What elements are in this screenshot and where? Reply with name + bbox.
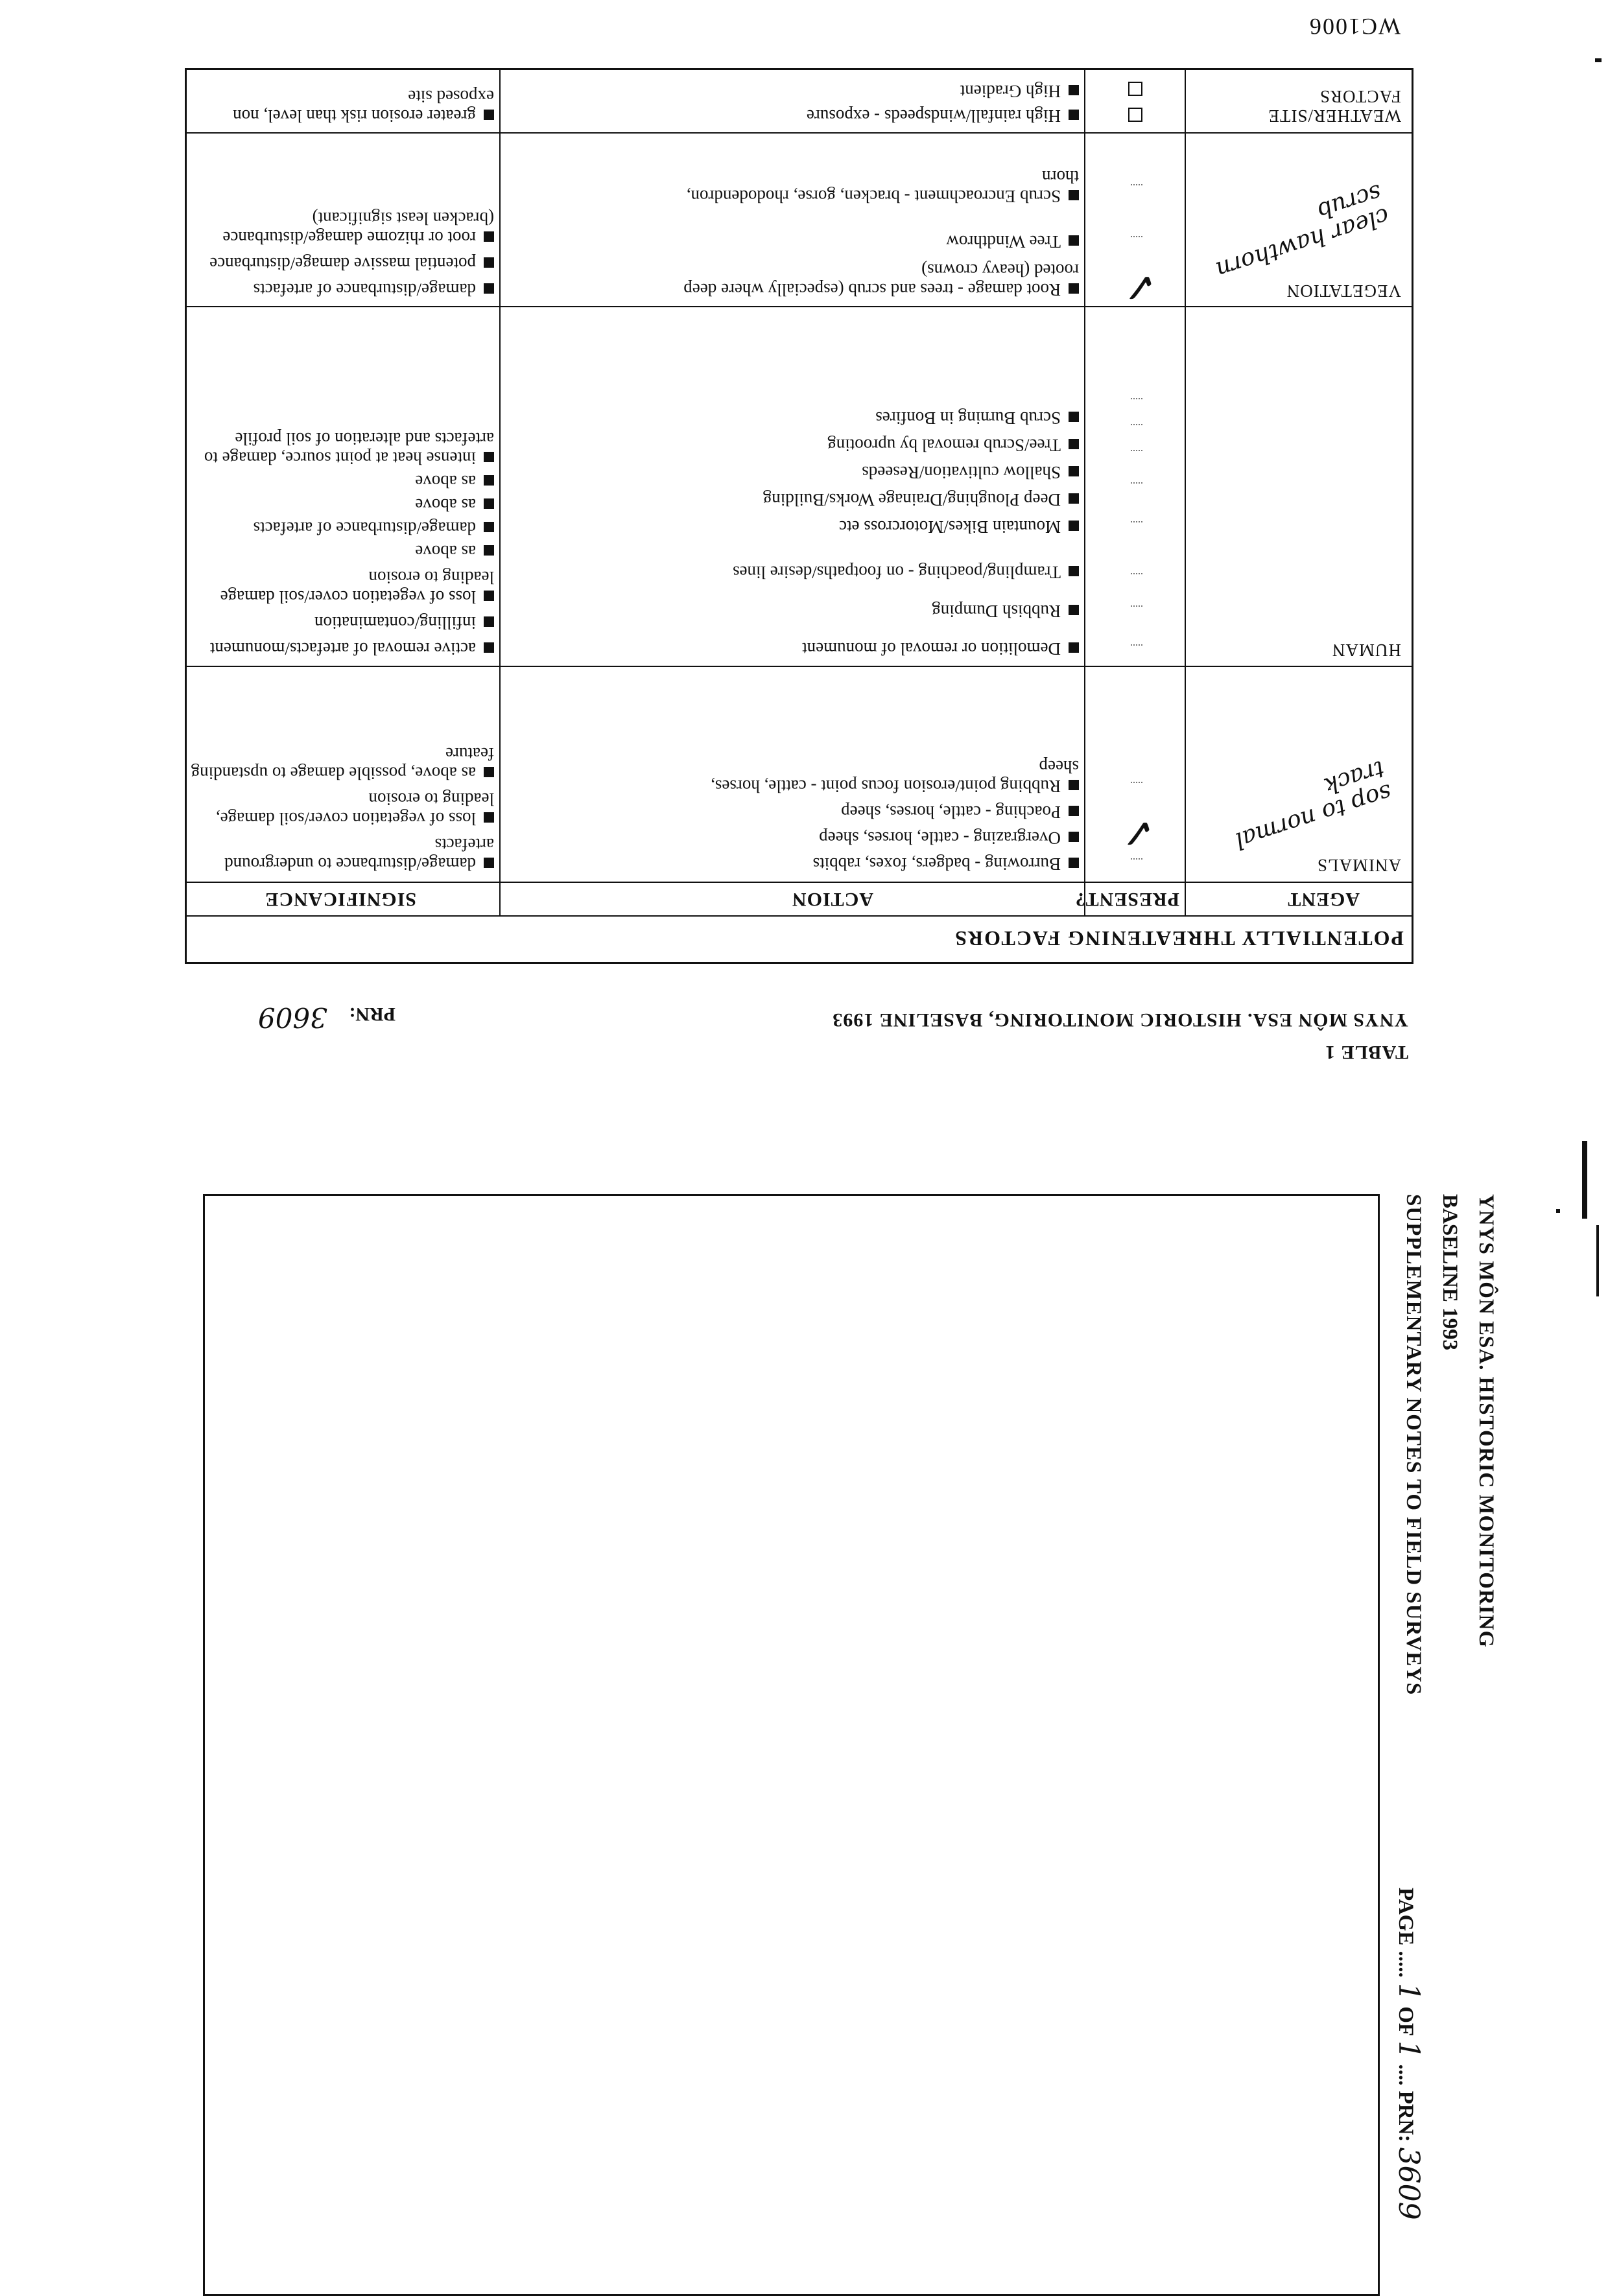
- prn-handwritten-value: 3609: [257, 1002, 327, 1033]
- present-empty: [1131, 398, 1142, 411]
- form-title-divider: [187, 915, 1412, 917]
- handwritten-note-animals: sop to normal track: [1231, 755, 1395, 854]
- threatening-factors-page: [0, 0, 1608, 1136]
- significance-list-animals: damage/disturbance to underground artefacts loss of vegetation cover/soil damage, leading to erosion as above, possible damage to upstanding feature: [191, 744, 494, 874]
- column-header-divider: [187, 882, 1412, 883]
- present-empty: [1131, 782, 1142, 795]
- present-checkbox: [1128, 108, 1142, 122]
- present-empty: [1131, 236, 1142, 249]
- page-counter: PAGE ..... 1 OF 1 .... PRN: 3609: [1392, 1888, 1425, 2220]
- agent-human: HUMAN: [1331, 640, 1401, 660]
- notes-prn-label: PRN:: [1394, 2091, 1417, 2142]
- of-value: 1: [1392, 2041, 1425, 2059]
- table-prn: [258, 1002, 396, 1033]
- present-empty: [1131, 450, 1142, 463]
- column-divider: [499, 70, 501, 915]
- present-empty: [1131, 605, 1142, 618]
- row-divider: [187, 132, 1412, 134]
- scan-artifact: [1595, 58, 1602, 62]
- action-list-vegetation: Root damage - trees and scrub (especially where deep rooted (heavy crowns) Tree Windthrow Scrub Encroachment - bracken, gorse, rhododendron, thorn: [683, 167, 1079, 299]
- scan-artifact: [1596, 1225, 1599, 1296]
- column-divider: [1185, 70, 1186, 915]
- agent-animals: ANIMALS: [1316, 856, 1401, 875]
- present-empty: [1131, 424, 1142, 437]
- of-label: OF: [1394, 2006, 1417, 2035]
- handwritten-note-vegetation: clear hawthorn scrub: [1212, 178, 1393, 283]
- page-label: PAGE: [1394, 1888, 1417, 1946]
- agent-vegetation: VEGETATION: [1286, 281, 1401, 301]
- column-header-present: PRESENT?: [1074, 889, 1179, 910]
- column-divider: [1084, 70, 1085, 915]
- significance-list-weather-site: greater erosion risk than level, non exposed site: [233, 87, 494, 126]
- row-divider: [187, 306, 1412, 307]
- significance-list-vegetation: damage/disturbance of artefacts potential massive damage/disturbance root or rhizome damage/disturbance (bracken least significant): [209, 209, 494, 299]
- supplementary-notes-page: [0, 1136, 1608, 2271]
- notes-page-title: YNYS MÔN ESA. HISTORIC MONITORING: [1474, 1194, 1498, 1648]
- present-checkmark-icon: ✓: [1120, 808, 1155, 856]
- present-empty: [1131, 858, 1142, 871]
- document-reference-code: WC1006: [1308, 14, 1401, 40]
- notes-box: [203, 1194, 1380, 2296]
- notes-page-subtitle: BASELINE 1993: [1438, 1194, 1461, 1351]
- prn-label: PRN:: [349, 1003, 396, 1025]
- table-header: YNYS MÔN ESA. HISTORIC MONITORING, BASELINE 1993: [832, 1009, 1408, 1031]
- present-empty: [1131, 521, 1142, 534]
- column-header-significance: SIGNIFICANCE: [265, 889, 416, 910]
- scan-artifact: [1556, 1209, 1560, 1213]
- notes-prn-value: 3609: [1392, 2147, 1425, 2220]
- present-empty: [1131, 644, 1142, 657]
- agent-weather-site: WEATHER/SITE FACTORS: [1268, 87, 1401, 126]
- present-empty: [1131, 184, 1142, 197]
- present-checkmark-icon: ✓: [1122, 263, 1157, 310]
- significance-list-human: active removal of artefacts/monument infilling/contamination loss of vegetation cover/soil damage leading to erosion as above damage/disturbance of artefacts as above as above intense heat at point source, damage to artefacts and alteration of soil profile: [204, 429, 494, 659]
- table-label: TABLE 1: [1325, 1042, 1408, 1063]
- form-title: POTENTIALLY THREATENING FACTORS: [954, 927, 1404, 950]
- action-list-weather-site: High rainfall/windspeeds - exposure High Gradient: [677, 82, 1079, 126]
- action-list-human: Demolition or removal of monument Rubbish Dumping Trampling/poaching - on footpaths/desire lines Mountain Bikes/Motorcross etc Deep Ploughing/Drainage Works/Building Shallow cultivation/Reseeds Tree/Scrub removal by uprooting Scrub Burning in Bonfires: [677, 408, 1079, 659]
- page-value: 1: [1392, 1982, 1425, 2001]
- column-header-action: ACTION: [791, 889, 873, 910]
- threatening-factors-form: [185, 68, 1413, 964]
- notes-heading: SUPPLEMENTARY NOTES TO FIELD SURVEYS: [1402, 1194, 1425, 1696]
- column-header-agent: AGENT: [1287, 889, 1360, 910]
- present-empty: [1131, 573, 1142, 586]
- row-divider: [187, 666, 1412, 667]
- action-list-animals: Burrowing - badgers, foxes, rabbits Overgrazing - cattle, horses, sheep Poaching - cattle, horses, sheep Rubbing point/erosion focus point - cattle, horses, sheep: [711, 757, 1079, 874]
- scan-artifact: [1582, 1141, 1587, 1219]
- present-checkbox: [1128, 82, 1142, 96]
- present-empty: [1131, 482, 1142, 495]
